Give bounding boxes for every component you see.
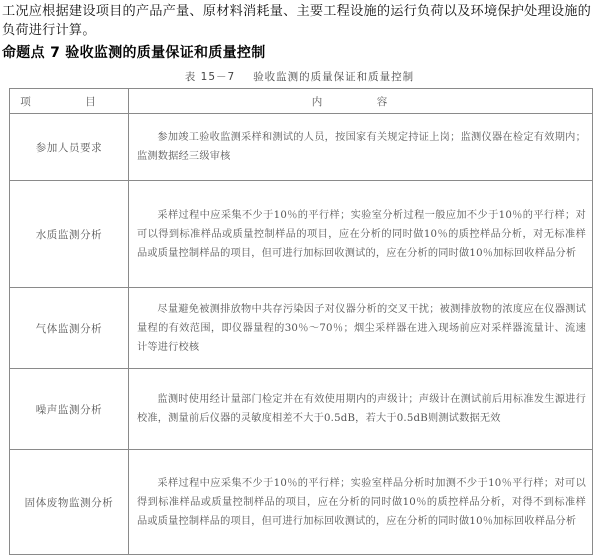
row-content: 监测时使用经计量部门检定并在有效使用期内的声级计；声级计在测试前后用标准发生源进行校准，测量前后仪器的灵敏度相差不大于0.5dB，若大于0.5dB则测试数据无效 (129, 369, 593, 450)
table-row (10, 369, 593, 450)
quality-control-table (9, 88, 593, 555)
row-item-label: 噪声监测分析 (10, 369, 129, 450)
row-content: 尽量避免被测排放物中共存污染因子对仪器分析的交叉干扰；被测排放物的浓度应在仪器测试量程的有效范围，即仪器量程的30％～70％；烟尘采样器在进入现场前应对采样器流量计、流速计等进行校核 (129, 288, 593, 369)
section-heading: 命题点 7 验收监测的质量保证和质量控制 (2, 45, 266, 61)
table-row (10, 288, 593, 369)
row-content: 采样过程中应采集不少于10％的平行样；实验室样品分析时加测不少于10％平行样；对可以得到标准样品或质量控制样品的项目，应在分析的同时做10％的质控样品分析，对得不到标准样品或质量控制样品的项目，但可进行加标回收测试的，应在分析的同时做10％加标回收样品分析 (129, 450, 593, 555)
row-item-label: 气体监测分析 (10, 288, 129, 369)
row-item-label: 水质监测分析 (10, 181, 129, 288)
header-content: 内 容 (129, 89, 593, 114)
header-item: 项 目 (10, 89, 129, 114)
table-row (10, 450, 593, 555)
row-content: 采样过程中应采集不少于10％的平行样；实验室分析过程一般应加不少于10％的平行样；对可以得到标准样品或质量控制样品的项目，应在分析的同时做10％的质控样品分析，对无标准样品或质量控制样品的项目，但可进行加标回收测试的，应在分析的同时做10％加标回收样品分析 (129, 181, 593, 288)
table-row (10, 114, 593, 181)
table-header-row (10, 89, 593, 114)
table-caption (0, 69, 599, 84)
intro-paragraph: 工况应根据建设项目的产品产量、原材料消耗量、主要工程设施的运行负荷以及环境保护处理设施的负荷进行计算。 (2, 4, 592, 38)
row-item-label: 固体废物监测分析 (10, 450, 129, 555)
row-content: 参加竣工验收监测采样和测试的人员，按国家有关规定持证上岗；监测仪器在检定有效期内；监测数据经三级审核 (129, 114, 593, 181)
table-caption-number: 表 15－7 (184, 71, 236, 83)
row-item-label: 参加人员要求 (10, 114, 129, 181)
table-row (10, 181, 593, 288)
table-caption-title: 验收监测的质量保证和质量控制 (253, 71, 415, 83)
